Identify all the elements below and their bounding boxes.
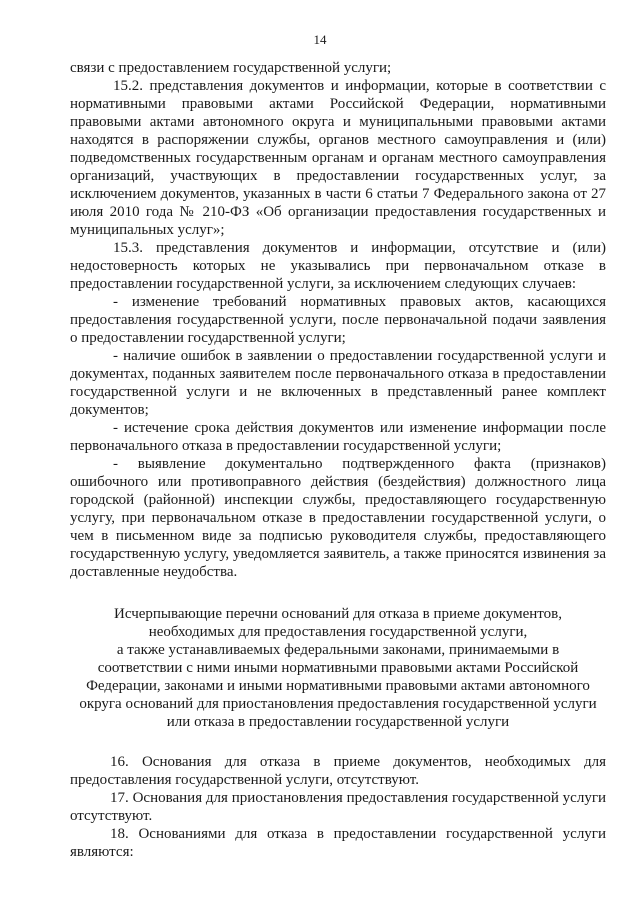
paragraph-17: 17. Основания для приостановления предоставления государственной услуги отсутствуют. [70, 790, 606, 824]
page-number: 14 [313, 32, 327, 47]
heading-line: необходимых для предоставления государственной услуги, [148, 624, 528, 640]
paragraph-continuation: связи с предоставлением государственной услуги; [70, 60, 392, 76]
list-item-application-errors: - наличие ошибок в заявлении о предоставлении государственной услуги и документах, поданных заявителем после первоначального отказа в предоставлении государственной услуги и не включенных в представленный ранее комплект документов; [70, 348, 606, 418]
heading-line: Федерации, законами и иными нормативными правовыми актами автономного [86, 678, 590, 694]
document-body [70, 59, 606, 861]
heading-line: а также устанавливаемых федеральными законами, принимаемыми в [116, 642, 560, 658]
paragraph-15-3: 15.3. представления документов и информации, отсутствие и (или) недостоверность которых не указывались при первоначальном отказе в предоставлении государственной услуги, за исключением следующих случаев: [70, 240, 606, 292]
list-item-erroneous-action: - выявление документально подтвержденного факта (признаков) ошибочного или противоправного действия (бездействия) должностного лица городской (районной) инспекции службы, предоставляющего государственную услугу, при первоначальном отказе в предоставлении государственной услуги, о чем в письменном виде за подписью руководителя службы, предоставляющего государственную услугу, уведомляется заявитель, а также приносятся извинения за доставленные неудобства. [70, 456, 606, 580]
heading-line: округа оснований для приостановления предоставления государственной услуги [79, 696, 597, 712]
list-item-document-expiry: - истечение срока действия документов или изменение информации после первоначального отказа в предоставлении государственной услуги; [70, 420, 606, 454]
paragraph-18: 18. Основаниями для отказа в предоставлении государственной услуги являются: [70, 826, 606, 860]
paragraph-16: 16. Основания для отказа в приеме документов, необходимых для предоставления государственной услуги, отсутствуют. [70, 754, 606, 788]
heading-line: или отказа в предоставлении государственной услуги [166, 714, 510, 730]
list-item-requirements-change: - изменение требований нормативных правовых актов, касающихся предоставления государственной услуги, после первоначальной подачи заявления о предоставлении государственной услуги; [70, 294, 606, 346]
heading-line: соответствии с ними иными нормативными правовыми актами Российской [97, 660, 579, 676]
heading-line: Исчерпывающие перечни оснований для отказа в приеме документов, [114, 606, 562, 622]
section-heading [70, 605, 606, 731]
paragraph-15-2: 15.2. представления документов и информации, которые в соответствии с нормативными правовыми актами Российской Федерации, нормативными правовыми актами автономного округа и муниципальными правовыми актами находятся в распоряжении службы, органов местного самоуправления и (или) подведомственных государственным органам и органам местного самоуправления организаций, участвующих в предоставлении государственных услуг, за исключением документов, указанных в части 6 статьи 7 Федерального закона от 27 июля 2010 года № 210-ФЗ «Об организации предоставления государственных и муниципальных услуг»; [70, 78, 606, 238]
